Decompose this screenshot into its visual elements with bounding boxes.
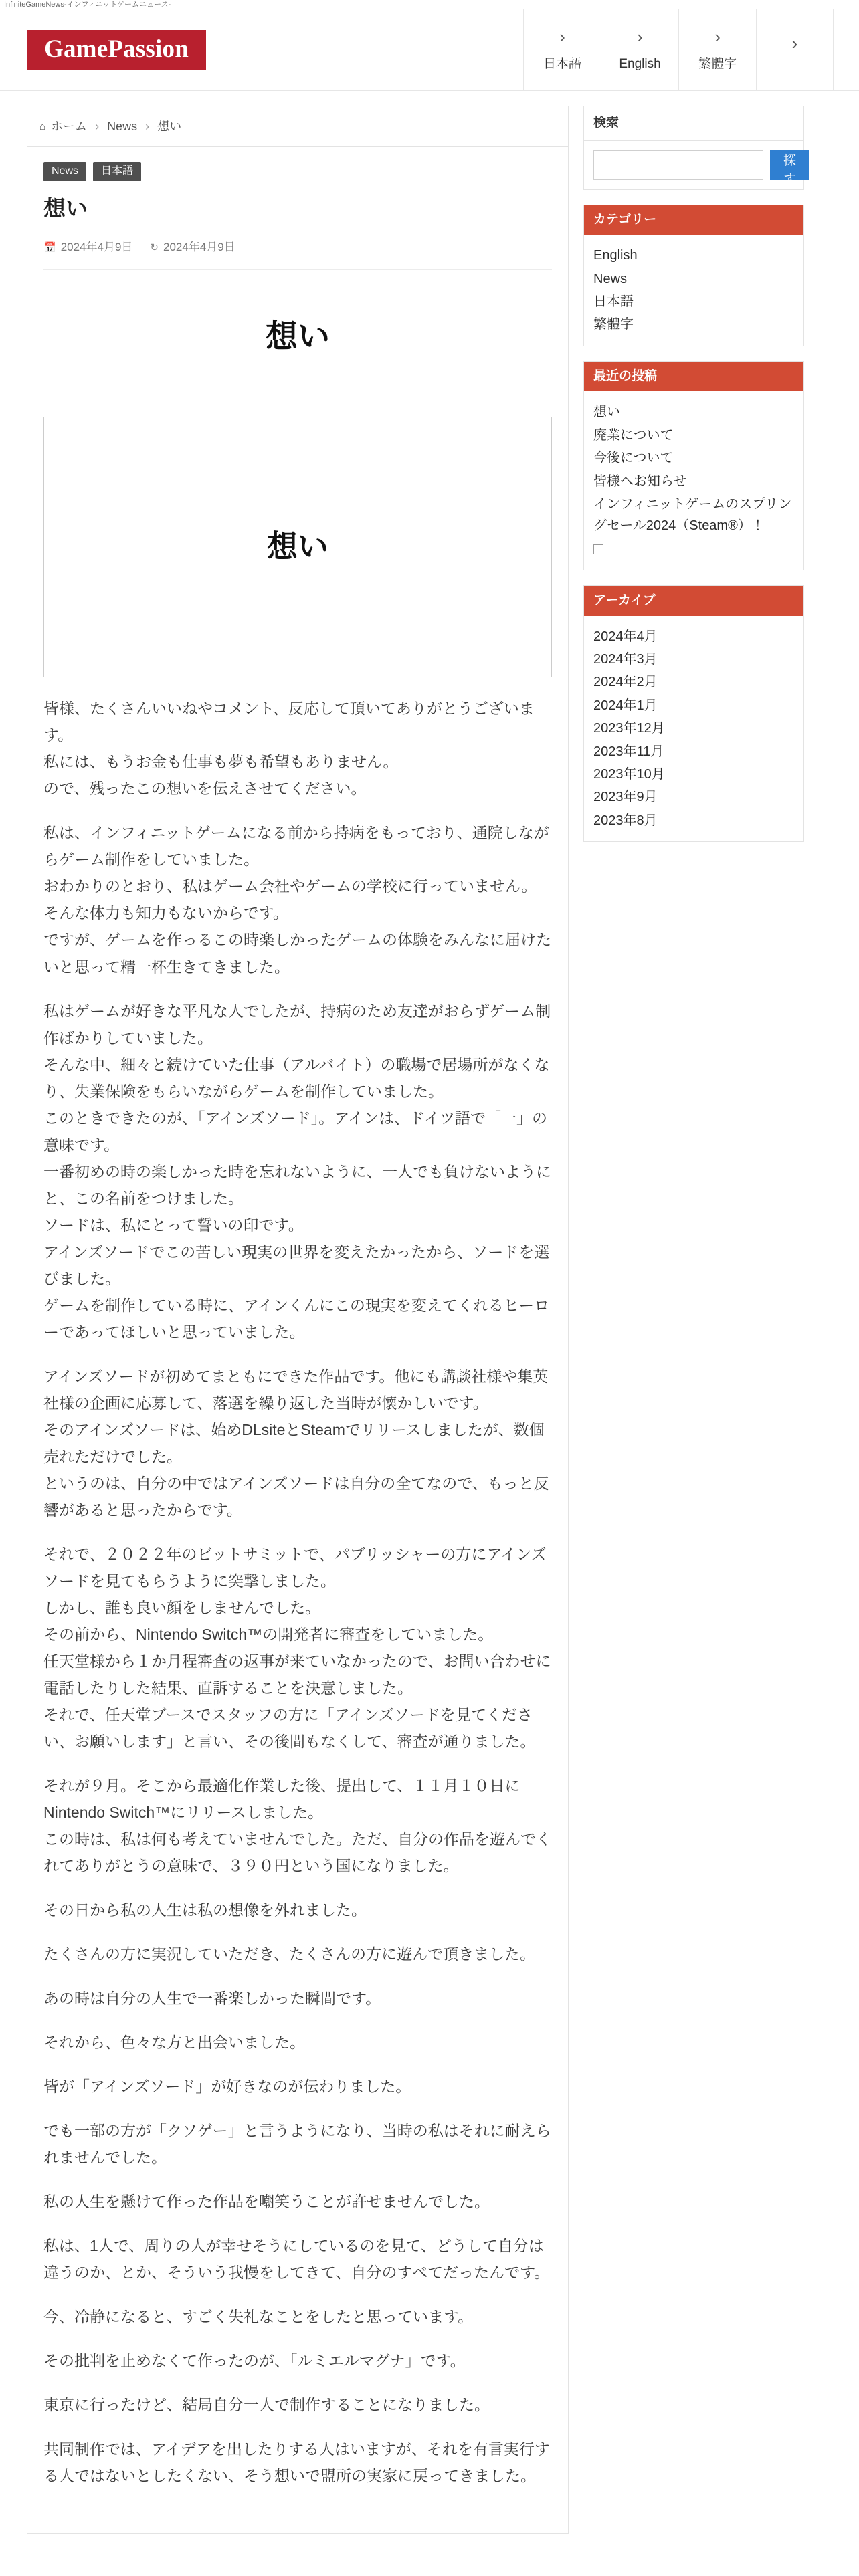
article-paragraph: 皆が「アインズソード」が好きなのが伝わりました。: [43, 2078, 411, 2096]
archive-link[interactable]: 2023年12月: [593, 721, 665, 736]
page-body: [0, 91, 859, 2534]
nav-item-english[interactable]: [601, 9, 678, 91]
page-title: 想い: [43, 196, 88, 221]
category-link-japanese[interactable]: 日本語: [593, 294, 634, 309]
nav-label: English: [619, 57, 661, 71]
breadcrumb-separator: ›: [145, 120, 150, 133]
article-paragraph: 私の人生を懸けて作った作品を嘲笑うことが許せませんでした。: [43, 2193, 490, 2211]
archive-widget: [583, 585, 804, 842]
updated-date-value: 2024年4月9日: [163, 241, 235, 254]
archive-link[interactable]: 2024年3月: [593, 652, 658, 667]
nav-item-extra[interactable]: [756, 9, 834, 91]
article-paragraph: それで、２０２２年のビットサミットで、パブリッシャーの方にアインズソードを見てもらうように突撃しました。 しかし、誰も良い顔をしませんでした。 その前から、Nintendo Switch™の開発者に審査をしていました。 任天堂様から１か月程審査の返事が来ていなかったので、お問い合わせに電話したりした結果、直訴することを決意しました。 それで、任天堂ブースでスタッフの方に「アインズソードを見てください、お願いします」と言い、その後間もなくして、審査が通りました。: [43, 1545, 551, 1750]
article-hero-image-box: [43, 417, 552, 677]
list-item: [593, 538, 794, 560]
search-widget: [583, 106, 804, 190]
list-item: [593, 763, 794, 786]
list-item: [593, 671, 794, 693]
article-paragraph: 皆様、たくさんいいねやコメント、反応して頂いてありがとうございます。 私には、もうお金も仕事も夢も希望もありません。 ので、残ったこの想いを伝えさせてください。: [43, 700, 535, 798]
list-item: [593, 313, 794, 336]
archive-link[interactable]: 2024年2月: [593, 675, 658, 690]
placeholder-square-icon: [593, 544, 603, 554]
breadcrumb-item-home[interactable]: ホーム: [51, 120, 88, 133]
chevron-right-icon: ›: [714, 27, 721, 47]
chevron-right-icon: ›: [559, 27, 565, 47]
recent-posts-widget-title: 最近の投稿: [584, 362, 803, 392]
article-paragraph: 私は、インフィニットゲームになる前から持病をもっており、通院しながらゲーム制作をしていました。 おわかりのとおり、私はゲーム会社やゲームの学校に行っていません。そんな体力も知力もないからです。 ですが、ゲームを作っるこの時楽しかったゲームの体験をみんなに届けたいと思って精一杯生きてきました。: [43, 824, 551, 976]
published-date: [43, 237, 132, 258]
category-widget-title: カテゴリー: [584, 205, 803, 235]
archive-widget-body: [584, 616, 803, 842]
updated-date: [150, 237, 235, 258]
tag-language[interactable]: 日本語: [93, 162, 141, 181]
list-item: [593, 424, 794, 447]
breadcrumb-item-news[interactable]: News: [107, 120, 138, 133]
site-logo[interactable]: GamePassion: [27, 30, 206, 70]
archive-link[interactable]: 2024年1月: [593, 697, 658, 713]
search-row: [593, 150, 797, 186]
list-item: [593, 625, 794, 648]
archive-list: [593, 625, 794, 833]
article-paragraph: あの時は自分の人生で一番楽しかった瞬間です。: [43, 1990, 381, 2008]
list-item: [593, 290, 794, 313]
archive-widget-title: アーカイブ: [584, 586, 803, 616]
archive-link[interactable]: 2024年4月: [593, 629, 658, 644]
list-item: [593, 648, 794, 671]
search-widget-title: 検索: [584, 106, 803, 141]
recent-post-link[interactable]: 皆様へお知らせ: [593, 473, 687, 489]
published-date-value: 2024年4月9日: [60, 241, 133, 254]
list-item: [593, 401, 794, 423]
article-paragraph: 東京に行ったけど、結局自分一人で制作することになりました。: [43, 2396, 490, 2414]
article-paragraph: それが９月。そこから最適化作業した後、提出して、１１月１０日にNintendo Switch™にリリースしました。 この時は、私は何も考えていませんでした。ただ、自分の作品を遊んでくれてありがとうの意味で、３９０円という国になりました。: [43, 1776, 551, 1874]
search-input[interactable]: [593, 150, 763, 180]
article-paragraph: それから、色々な方と出会いました。: [43, 2034, 305, 2052]
list-item: [593, 809, 794, 832]
list-item: [593, 694, 794, 717]
article-meta: [43, 237, 552, 270]
archive-link[interactable]: 2023年11月: [593, 744, 664, 759]
nav-label: 日本語: [543, 57, 581, 71]
calendar-icon: 📅: [43, 242, 56, 254]
search-widget-body: [584, 141, 803, 189]
breadcrumb: [27, 106, 569, 147]
breadcrumb-item-current: 想い: [157, 120, 182, 133]
search-button[interactable]: 探す: [770, 150, 809, 180]
site-tagline: InfiniteGameNews-インフィニットゲームニュース-: [4, 1, 171, 9]
category-widget-body: [584, 235, 803, 346]
article-paragraph: 共同制作では、アイデアを出したりする人はいますが、それを有言実行する人ではないとしたくない、そう想いで盟所の実家に戻ってきました。: [43, 2440, 550, 2485]
nav-label: 繁體字: [698, 57, 737, 71]
article-hero-title: 想い: [265, 318, 330, 354]
article-paragraph: その批判を止めなくて作ったのが、「ルミエルマグナ」です。: [43, 2352, 466, 2370]
tag-category[interactable]: News: [43, 162, 86, 181]
language-nav: [523, 9, 834, 91]
recent-post-link[interactable]: 廃業について: [593, 427, 674, 443]
list-item: [593, 717, 794, 740]
category-widget: [583, 205, 804, 346]
category-link-english[interactable]: English: [593, 248, 638, 263]
category-link-news[interactable]: News: [593, 271, 628, 286]
article-paragraph: その日から私の人生は私の想像を外れました。: [43, 1901, 367, 1919]
chevron-right-icon: ›: [637, 27, 643, 47]
nav-item-traditional-chinese[interactable]: [678, 9, 756, 91]
recent-post-link[interactable]: インフィニットゲームのスプリングセール2024（Steam®）！: [593, 496, 792, 534]
nav-item-japanese[interactable]: [523, 9, 601, 91]
chevron-right-icon: ›: [791, 33, 798, 53]
archive-link[interactable]: 2023年10月: [593, 767, 665, 782]
recent-posts-widget-body: [584, 391, 803, 570]
article-paragraph: たくさんの方に実況していただき、たくさんの方に遊んで頂きました。: [43, 1945, 536, 1963]
list-item: [593, 447, 794, 469]
sidebar: [583, 106, 804, 857]
recent-post-link[interactable]: 想い: [593, 405, 620, 420]
refresh-icon: ↻: [150, 242, 159, 254]
category-list: [593, 244, 794, 336]
article-paragraph: 今、冷静になると、すごく失礼なことをしたと思っています。: [43, 2308, 474, 2326]
site-header: [0, 9, 859, 91]
home-icon: ⌂: [39, 120, 46, 132]
article-paragraph: アインズソードが初めてまともにできた作品です。他にも講談社様や集英社様の企画に応募して、落選を繰り返した当時が懐かしいです。 そのアインズソードは、始めDLsiteとSteamでリリースしましたが、数個売れただけでした。 というのは、自分の中ではアインズソードは自分の全てなので、もっと反響があると思ったからです。: [43, 1367, 549, 1519]
category-link-traditional-chinese[interactable]: 繁體字: [593, 317, 634, 332]
list-item: [593, 786, 794, 809]
article-tags: [43, 162, 552, 181]
article-body: [43, 695, 552, 2489]
article-hero-image-caption: 想い: [267, 529, 328, 564]
article-paragraph: でも一部の方が「クソゲー」と言うようになり、当時の私はそれに耐えられませんでした。: [43, 2122, 551, 2167]
list-item: [593, 740, 794, 763]
recent-posts-widget: [583, 361, 804, 570]
site-tagline-bar: [0, 0, 859, 9]
breadcrumb-separator: ›: [95, 120, 100, 133]
list-item: [593, 493, 794, 538]
recent-posts-list: [593, 401, 794, 560]
article-paragraph: 私はゲームが好きな平凡な人でしたが、持病のため友達がおらずゲーム制作ばかりしていました。 そんな中、細々と続けていた仕事（アルバイト）の職場で居場所がなくなり、失業保険をもらいながらゲームを制作していました。 このときできたのが、「アインズソード」。アインは、ドイツ語で「一」の意味です。 一番初めの時の楽しかった時を忘れないように、一人でも負けないようにと、この名前をつけました。 ソードは、私にとって誓いの印です。 アインズソードでこの苦しい現実の世界を変えたかったから、ソードを選びました。 ゲームを制作している時に、アインくんにこの現実を変えてくれるヒーローであってほしいと思っていました。: [43, 1002, 551, 1341]
archive-link[interactable]: 2023年9月: [593, 790, 658, 805]
list-item: [593, 244, 794, 267]
article-paragraph: 私は、1人で、周りの人が幸せそうにしているのを見て、どうして自分は違うのか、とか、そういう我慢をしてきて、自分のすべてだったんです。: [43, 2237, 550, 2282]
article: [27, 147, 569, 2534]
list-item: [593, 470, 794, 493]
recent-post-link[interactable]: 今後について: [593, 451, 674, 466]
main-column: [27, 106, 569, 2534]
list-item: [593, 267, 794, 290]
archive-link[interactable]: 2023年8月: [593, 813, 658, 828]
